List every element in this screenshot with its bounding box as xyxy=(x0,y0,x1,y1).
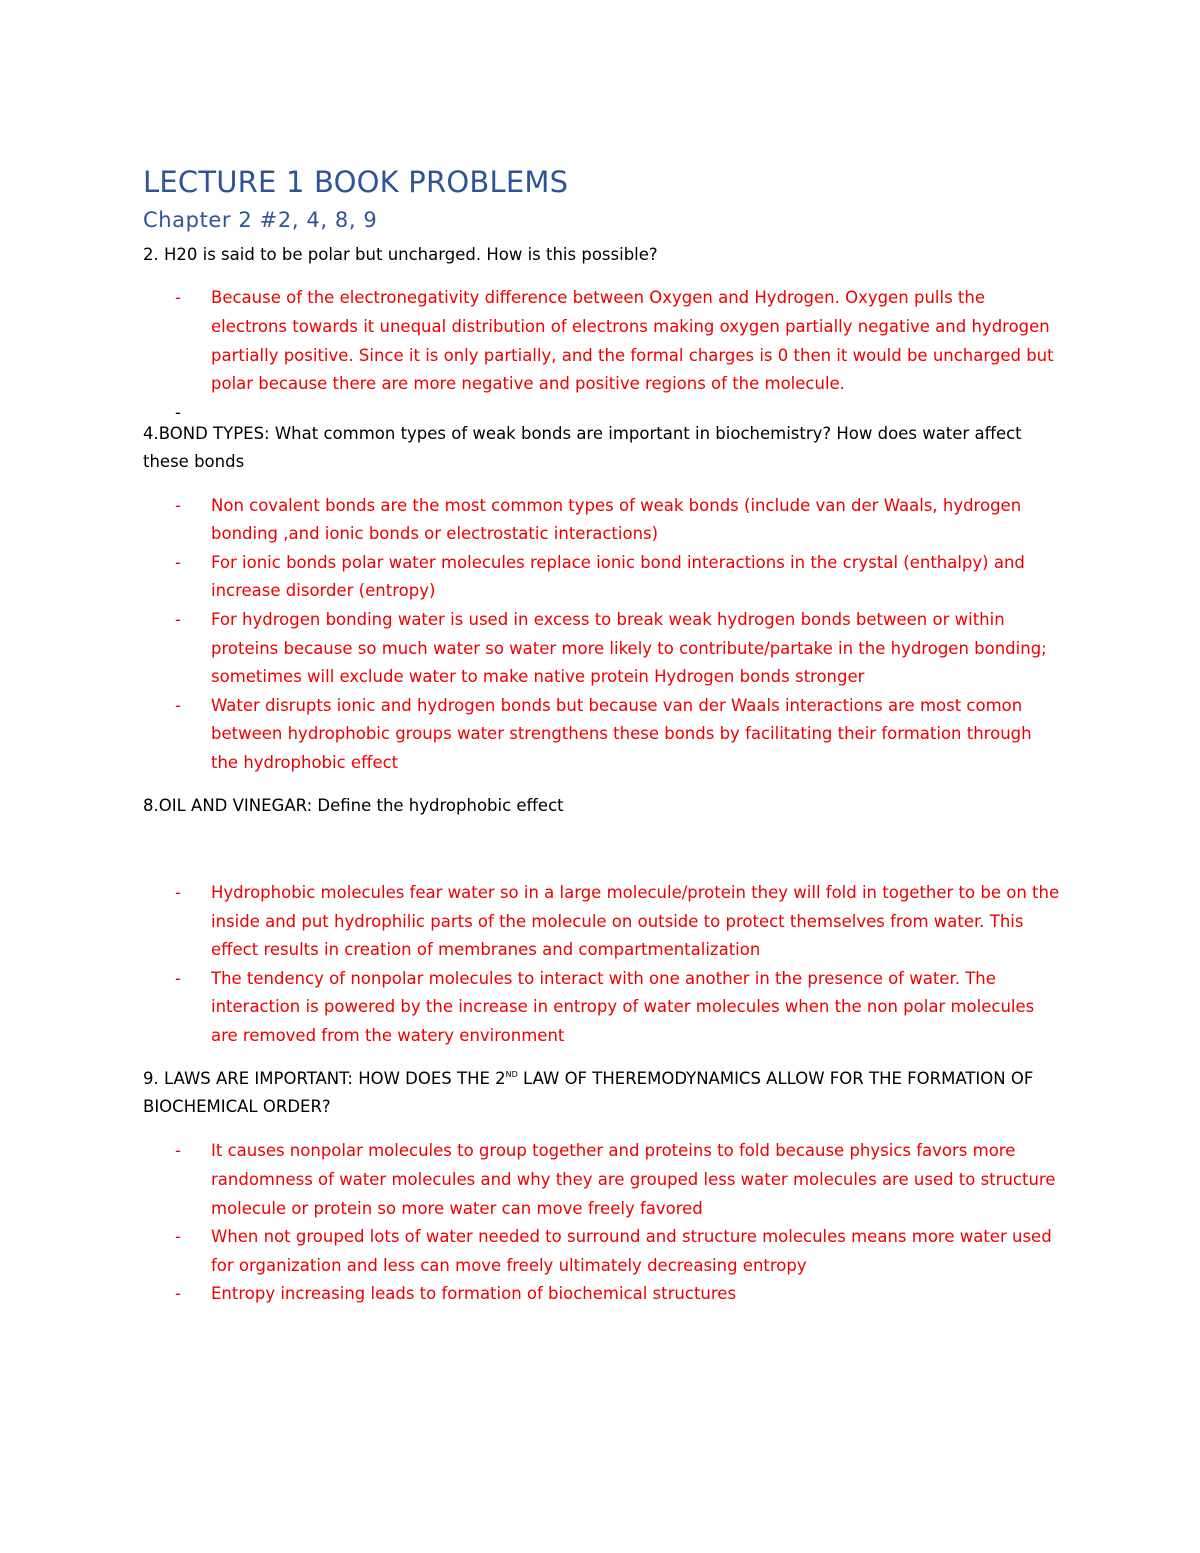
bullet-dash: - xyxy=(175,1284,181,1304)
bullet-dash: - xyxy=(175,402,181,422)
answer-list-4 xyxy=(143,492,1063,778)
bullet-dash: - xyxy=(175,695,181,715)
answer-text: When not grouped lots of water needed to surround and structure molecules means more water used for organization and less can move freely ultimately decreasing entropy xyxy=(211,1227,1052,1275)
answer-text: Because of the electronegativity difference between Oxygen and Hydrogen. Oxygen pulls the electrons towards it unequal distribution of electrons making oxygen partially negative and hydrogen partially positive. Since it is only partially, and the formal charges is 0 then it would be uncharged but polar because there are more negative and positive regions of the molecule. xyxy=(211,288,1054,394)
answer-item xyxy=(143,879,1063,965)
answer-text: For hydrogen bonding water is used in excess to break weak hydrogen bonds between or within proteins because so much water so water more likely to contribute/partake in the hydrogen bonding; sometimes will exclude water to make native protein Hydrogen bonds stronger xyxy=(211,609,1047,687)
question-4: 4.BOND TYPES: What common types of weak bonds are important in biochemistry? How does water affect these bonds xyxy=(143,423,1022,472)
answer-item xyxy=(143,965,1063,1051)
question-9-text-after: LAW OF THEREMODYNAMICS ALLOW FOR THE FORMATION OF BIOCHEMICAL ORDER? xyxy=(143,1068,1034,1116)
answer-item xyxy=(143,492,1063,549)
question-2: 2. H20 is said to be polar but uncharged. How is this possible? xyxy=(143,245,658,264)
question-8: 8.OIL AND VINEGAR: Define the hydrophobic effect xyxy=(143,795,564,815)
answer-text: For ionic bonds polar water molecules replace ionic bond interactions in the crystal (enthalpy) and increase disorder (entropy) xyxy=(211,552,1025,601)
question-9-superscript: ND xyxy=(505,1069,518,1079)
bullet-dash: - xyxy=(175,609,181,629)
answer-text: Water disrupts ionic and hydrogen bonds but because van der Waals interactions are most comon between hydrophobic groups water strengthens these bonds by facilitating their formation through the hydrophobic effect xyxy=(211,695,1032,772)
answer-list-2 xyxy=(143,284,1063,422)
question-9-text-before: 9. LAWS ARE IMPORTANT: HOW DOES THE 2 xyxy=(143,1068,506,1088)
answer-item xyxy=(143,549,1063,606)
document-title: LECTURE 1 BOOK PROBLEMS xyxy=(143,165,569,199)
bullet-dash: - xyxy=(175,968,181,988)
answer-item xyxy=(143,1223,1063,1280)
bullet-dash: - xyxy=(175,1227,181,1247)
answer-text: Hydrophobic molecules fear water so in a large molecule/protein they will fold in together to be on the inside and put hydrophilic parts of the molecule on outside to protect themselves from water. This effect results in creation of membranes and compartmentalization xyxy=(211,882,1060,960)
answer-list-9 xyxy=(143,1137,1063,1309)
answer-list-8 xyxy=(143,879,1063,1051)
answer-text: Non covalent bonds are the most common types of weak bonds (include van der Waals, hydrogen bonding ,and ionic bonds or electrostatic interactions) xyxy=(211,495,1022,544)
question-9 xyxy=(143,1065,1063,1122)
answer-item xyxy=(143,1280,1063,1309)
bullet-dash: - xyxy=(175,288,181,308)
document-subtitle: Chapter 2 #2, 4, 8, 9 xyxy=(143,208,378,232)
bullet-dash: - xyxy=(175,882,181,902)
document-page xyxy=(143,160,1063,1309)
answer-text: Entropy increasing leads to formation of biochemical structures xyxy=(211,1284,737,1304)
bullet-dash: - xyxy=(175,552,181,572)
answer-text: The tendency of nonpolar molecules to interact with one another in the presence of water. The interaction is powered by the increase in entropy of water molecules when the non polar molecules are removed from the watery environment xyxy=(211,968,1035,1045)
answer-item xyxy=(143,1137,1063,1223)
answer-item xyxy=(143,606,1063,692)
answer-item xyxy=(143,692,1063,778)
answer-item xyxy=(143,284,1063,398)
bullet-dash: - xyxy=(175,1141,181,1161)
bullet-dash: - xyxy=(175,495,181,515)
answer-text: It causes nonpolar molecules to group together and proteins to fold because physics favors more randomness of water molecules and why they are grouped less water molecules are used to structure molecule or protein so more water can move freely favored xyxy=(211,1141,1056,1218)
